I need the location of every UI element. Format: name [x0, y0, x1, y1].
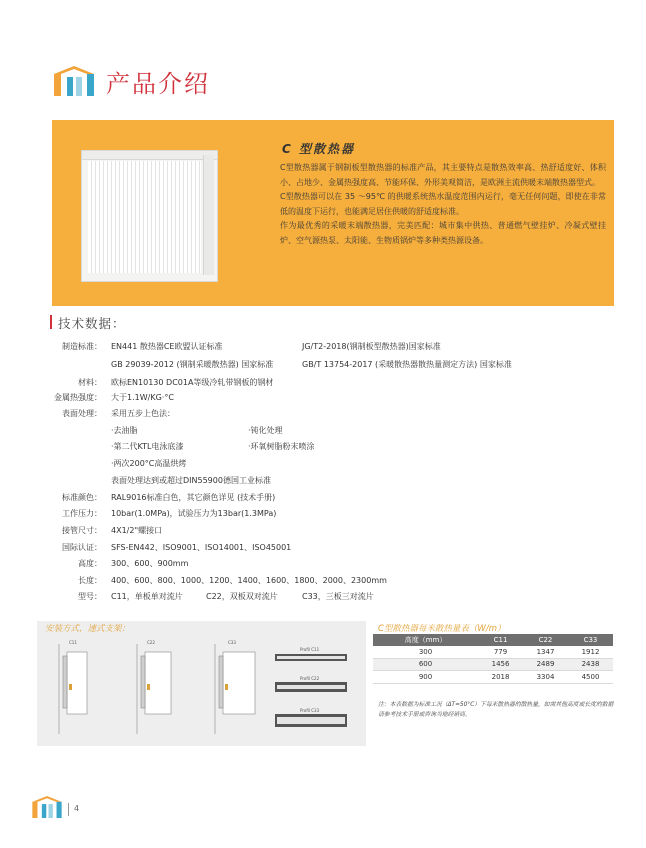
- profile-label: Profil C33: [300, 708, 320, 713]
- table-cell: 2438: [568, 658, 613, 671]
- spec-label: 标准颜色：: [62, 493, 102, 502]
- spec-value: C11，单板单对流片: [111, 592, 183, 601]
- table-row: [373, 658, 613, 671]
- profile-label: Profil C22: [300, 676, 320, 681]
- table-cell: 4500: [568, 671, 613, 684]
- spec-value: C33，三板三对流片: [302, 592, 374, 601]
- spec-value: 表面处理达到或超过DIN55900德国工业标准: [111, 476, 271, 485]
- spec-label: 工作压力：: [62, 509, 102, 518]
- spec-label: 接管尺寸：: [62, 526, 102, 535]
- table-header-row: [373, 634, 613, 646]
- spec-label: 高度：: [78, 559, 102, 568]
- heat-table-title: C型散热器每米散热量表（W/m）: [378, 624, 506, 634]
- page-number: 4: [74, 804, 80, 813]
- model-label: C33: [228, 640, 236, 645]
- spec-value: ·两次200°C高温烘烤: [111, 459, 187, 468]
- spec-value: 4X1/2"螺接口: [111, 526, 163, 535]
- table-header: C33: [568, 634, 613, 646]
- spec-value: SFS-EN442、ISO9001、ISO14001、ISO45001: [111, 543, 292, 552]
- spec-label: 表面处理：: [62, 409, 102, 418]
- spec-label: 材料：: [78, 378, 102, 387]
- spec-label: 型号：: [78, 592, 102, 601]
- table-header: C22: [523, 634, 568, 646]
- table-cell: 1912: [568, 646, 613, 658]
- product-title: C 型散热器: [282, 142, 355, 156]
- spec-value: ·钝化处理: [248, 426, 283, 435]
- spec-value: ·去油脂: [111, 426, 138, 435]
- product-description: [280, 161, 606, 249]
- spec-value: 400、600、800、1000、1200、1400、1600、1800、2000、2300mm: [111, 576, 387, 585]
- spec-value: GB/T 13754-2017 (采暖散热器散热量测定方法) 国家标准: [302, 360, 512, 369]
- table-note: 注：本表数据为标准工况（ΔT=50°C）下每米散热器的散热量，如需其他高度或长度的数据请参考技术手册或咨询当地经销商。: [378, 702, 614, 718]
- spec-value: C22，双板双对流片: [206, 592, 278, 601]
- description-paragraph: C型散热器可以在 35 ～95℃ 的供暖系统热水温度范围内运行，毫无任何问题，即使在非常低的温度下运行，也能满足居住供暖的舒适度标准。: [280, 192, 606, 216]
- spec-value: RAL9016标准白色，其它颜色详见 (技术手册): [111, 493, 276, 502]
- table-row: [373, 671, 613, 684]
- spec-label: 金属热强度：: [54, 393, 102, 402]
- table-header: C11: [478, 634, 523, 646]
- installation-title: 安装方式，速式支架：: [45, 624, 131, 634]
- profile-label: Profil C11: [300, 647, 320, 652]
- heat-output-table: [373, 634, 613, 684]
- model-label: C11: [69, 640, 77, 645]
- table-cell: 300: [373, 646, 478, 658]
- footer-logo-icon: [32, 796, 62, 818]
- table-cell: 1456: [478, 658, 523, 671]
- spec-value: GB 29039-2012 (钢制采暖散热器) 国家标准: [111, 360, 274, 369]
- table-cell: 2018: [478, 671, 523, 684]
- table-cell: 600: [373, 658, 478, 671]
- house-logo-icon: [54, 66, 94, 96]
- table-cell: 779: [478, 646, 523, 658]
- spec-value: 10bar(1.0MPa)，试验压力为13bar(1.3MPa): [111, 509, 277, 518]
- spec-label: 长度：: [78, 576, 102, 585]
- table-cell: 3304: [523, 671, 568, 684]
- spec-value: 300、600、900mm: [111, 559, 189, 568]
- spec-value: 采用五步上色法：: [111, 409, 175, 418]
- section-title: 技术数据：: [58, 316, 126, 331]
- description-paragraph: 作为最优秀的采暖末端散热器，完美匹配：城市集中供热、普通燃气壁挂炉、冷凝式壁挂炉、空气源热泵、太阳能、生物质锅炉等多种类热源设备。: [280, 221, 606, 245]
- table-cell: 1347: [523, 646, 568, 658]
- spec-label: 国际认证：: [62, 543, 102, 552]
- description-paragraph: C型散热器属于钢制板型散热器的标准产品，其主要特点是散热效率高、热舒适度好、体积小、占地少、金属热强度高、节能环保、外形美观简洁，是欧洲主流供暖末端散热器型式。: [280, 163, 606, 187]
- radiator-image: [81, 150, 218, 282]
- spec-value: 欧标EN10130 DC01A等级冷轧带钢板的钢材: [111, 378, 274, 387]
- table-cell: 900: [373, 671, 478, 684]
- table-header: 高度（mm）: [373, 634, 478, 646]
- footer-divider: [68, 803, 69, 816]
- spec-value: 大于1.1W/KG·°C: [111, 393, 174, 402]
- table-cell: 2489: [523, 658, 568, 671]
- spec-value: JG/T2-2018(钢制板型散热器)国家标准: [302, 342, 441, 351]
- table-row: [373, 646, 613, 658]
- spec-label: 制造标准：: [62, 342, 102, 351]
- spec-value: ·第二代KTL电泳底漆: [111, 442, 184, 451]
- model-label: C22: [147, 640, 155, 645]
- spec-value: ·环氧树脂粉末喷涂: [248, 442, 315, 451]
- section-marker: [50, 315, 52, 329]
- page-title: 产品介绍: [106, 70, 210, 98]
- spec-value: EN441 散热器CE欧盟认证标准: [111, 342, 223, 351]
